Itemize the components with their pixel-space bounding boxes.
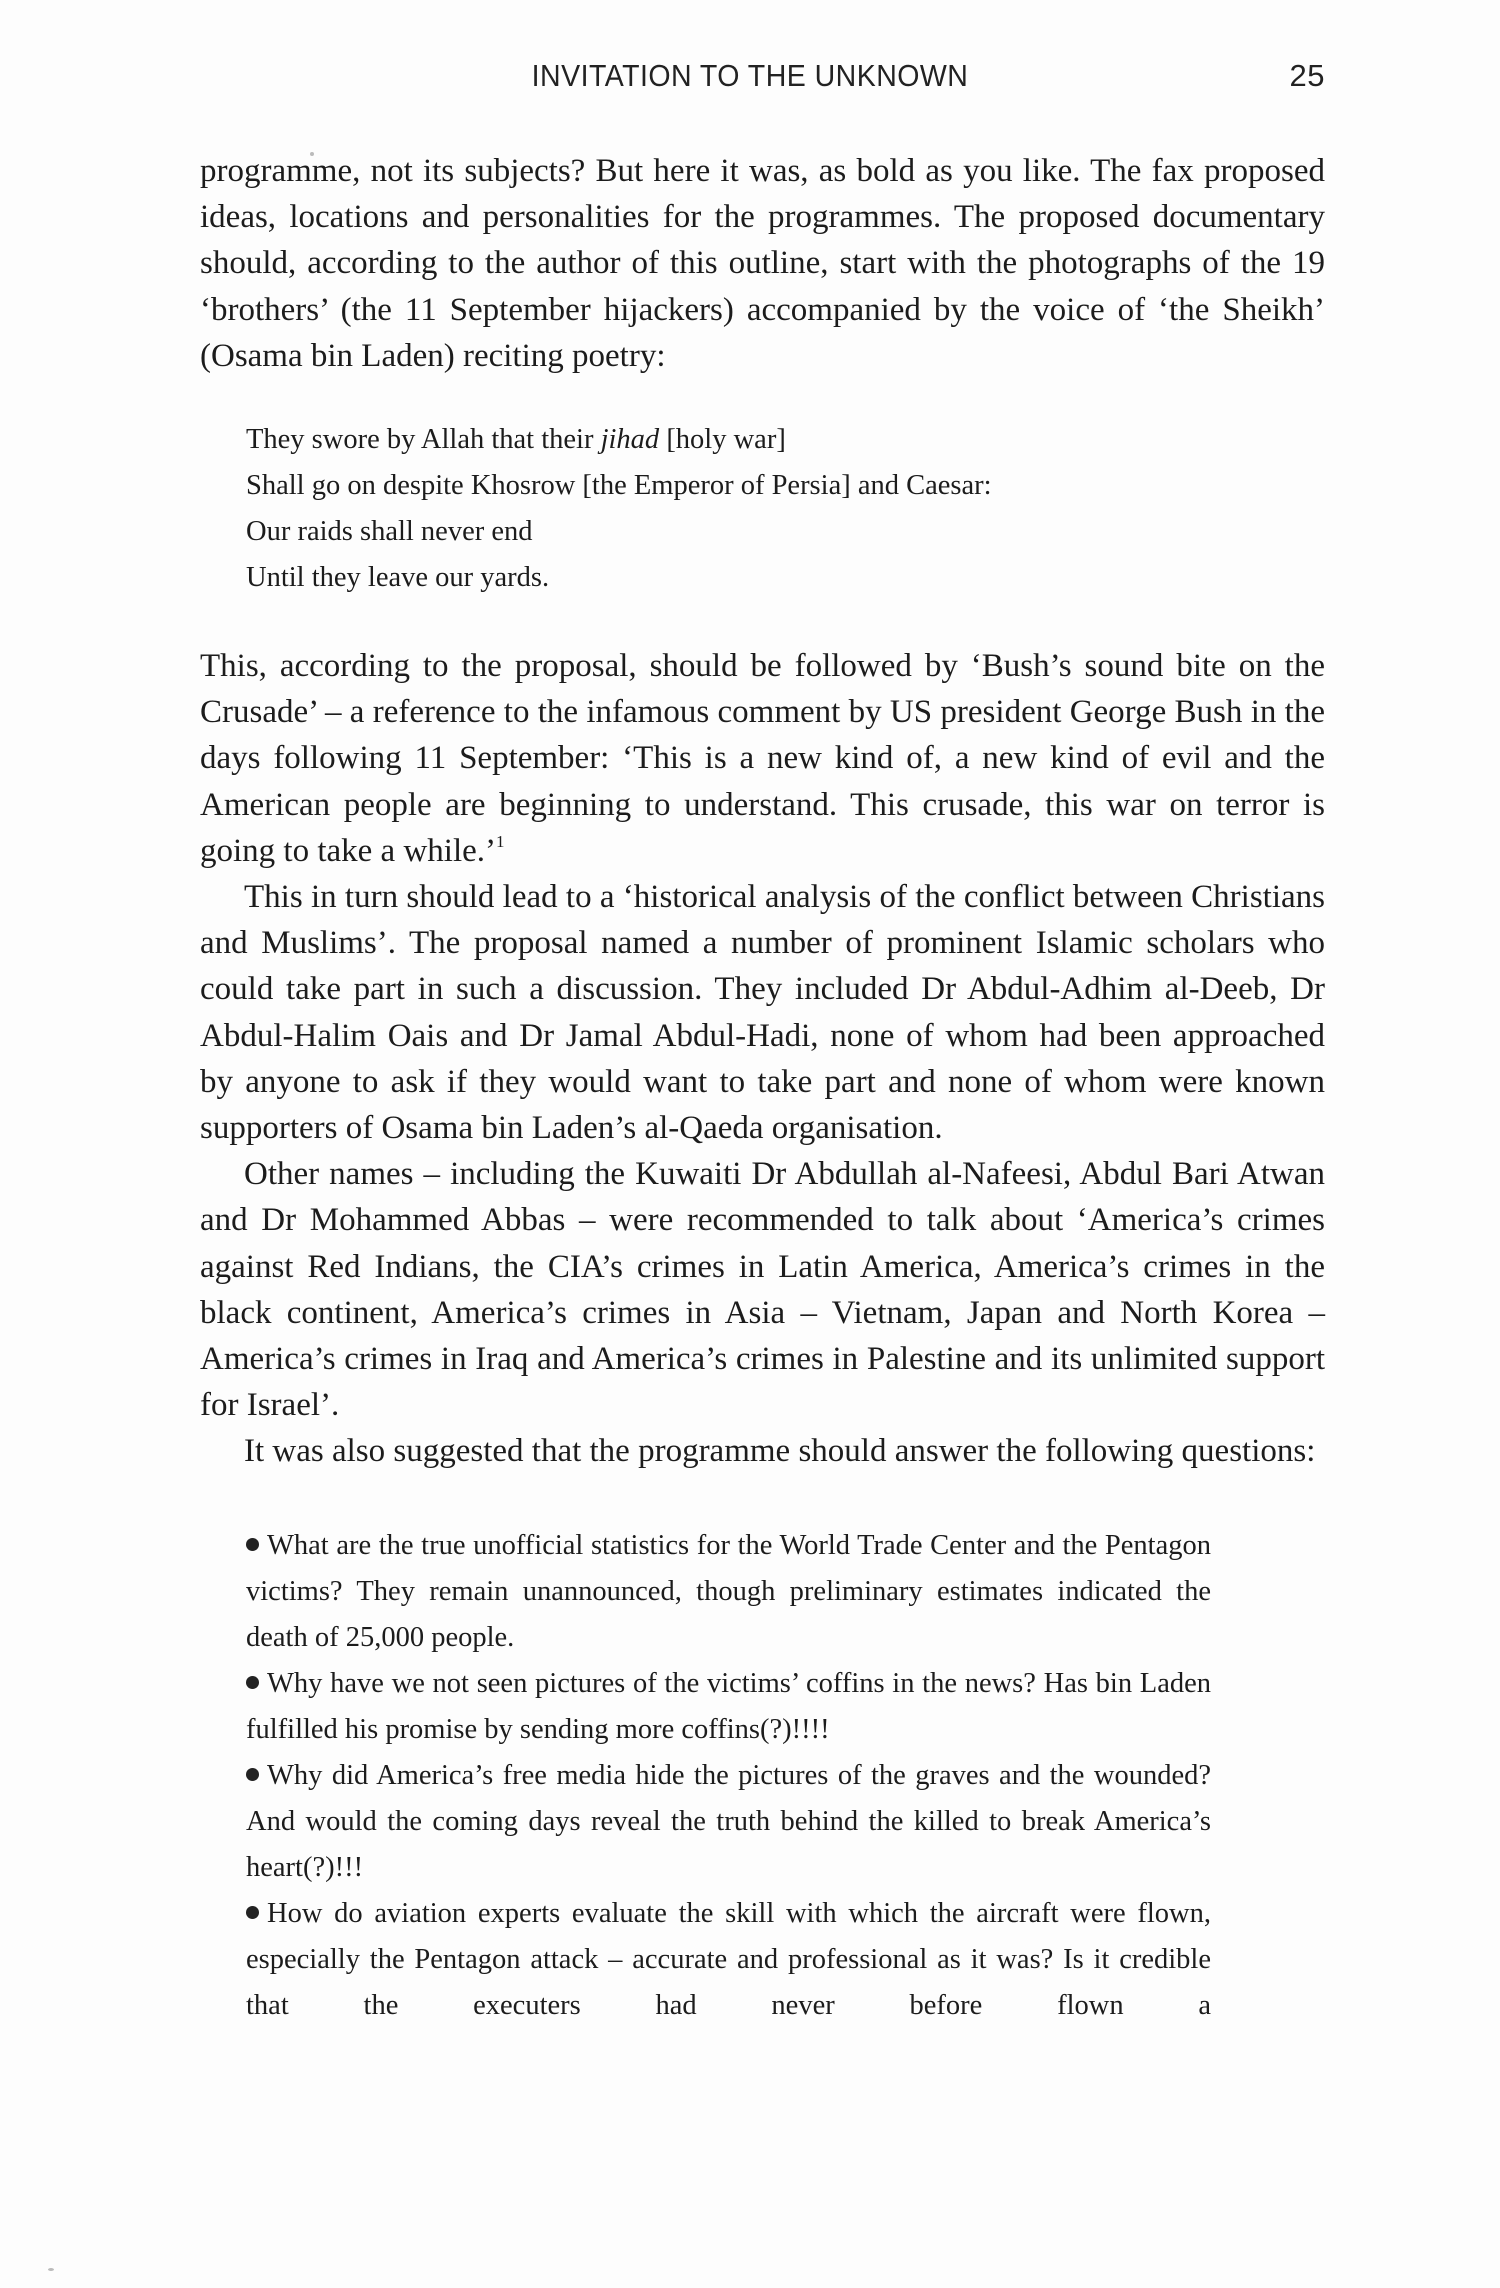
poem-italic-word: jihad xyxy=(600,424,660,456)
page-number: 25 xyxy=(1289,58,1325,93)
poem-text: They swore by Allah that their xyxy=(246,424,601,456)
list-item xyxy=(246,1891,1211,2029)
poem-text: [holy war] xyxy=(659,424,786,456)
bullet-icon xyxy=(246,1676,259,1689)
footnote-marker[interactable]: 1 xyxy=(496,831,505,851)
paragraph-1: programme, not its subjects? But here it was, as bold as you like. The fax proposed ideas, locations and personalities for the programmes. The proposed documentary should, according to the author of this outline, start with the photographs of the 19 ‘brothers’ (the 11 September hijackers) accompanied by the voice of ‘the Sheikh’ (Osama bin Laden) reciting poetry: xyxy=(200,153,1325,374)
paragraph-5: It was also suggested that the programme should answer the following questions: xyxy=(244,1433,1316,1470)
list-item xyxy=(246,1523,1211,1661)
running-title: INVITATION TO THE UNKNOWN xyxy=(531,58,969,93)
poem-line-1 xyxy=(246,417,1325,463)
bullet-icon xyxy=(246,1768,259,1781)
question-list xyxy=(246,1523,1211,2029)
scan-speck xyxy=(48,2268,54,2271)
list-item-text: Why did America’s free media hide the pictures of the graves and the wounded? And would the coming days reveal the truth behind the killed to break America’s heart(?)!!! xyxy=(246,1759,1211,1883)
poem-line-4: Until they leave our yards. xyxy=(246,562,550,594)
list-item-text: How do aviation experts evaluate the skill with which the aircraft were flown, especially the Pentagon attack – accurate and professional as it was? Is it credible that the executers had never before flown a xyxy=(246,1897,1211,2021)
running-header xyxy=(200,58,1325,102)
paragraph-3: This in turn should lead to a ‘historical analysis of the conflict between Christians and Muslims’. The proposal named a number of prominent Islamic scholars who could take part in such a discussion. They included Dr Abdul-Adhim al-Deeb, Dr Abdul-Halim Oais and Dr Jamal Abdul-Hadi, none of whom had been approached by anyone to ask if they would want to take part and none of whom were known supporters of Osama bin Laden’s al-Qaeda organisation. xyxy=(200,879,1325,1147)
poem-line-2: Shall go on despite Khosrow [the Emperor of Persia] and Caesar: xyxy=(246,470,992,502)
bullet-icon xyxy=(246,1538,259,1551)
list-item xyxy=(246,1661,1211,1753)
paragraph-2 xyxy=(200,643,1325,874)
body-text xyxy=(200,148,1325,2029)
poem-line-3: Our raids shall never end xyxy=(246,516,533,548)
list-item xyxy=(246,1753,1211,1891)
paragraph-2-text: This, according to the proposal, should be followed by ‘Bush’s sound bite on the Crusade’ – a reference to the infamous comment by US president George Bush in the days following 11 September: ‘This is a new kind of, a new kind of evil and the American people are beginning to understand. This crusade, this war on terror is going to take a while.’ xyxy=(200,648,1325,869)
poem-block xyxy=(246,417,1325,601)
list-item-text: What are the true unofficial statistics for the World Trade Center and the Pentagon victims? They remain unannounced, though preliminary estimates indicated the death of 25,000 people. xyxy=(246,1529,1211,1653)
list-item-text: Why have we not seen pictures of the victims’ coffins in the news? Has bin Laden fulfilled his promise by sending more coffins(?)!!!! xyxy=(246,1667,1211,1745)
paragraph-4: Other names – including the Kuwaiti Dr Abdullah al-Nafeesi, Abdul Bari Atwan and Dr Mohammed Abbas – were recommended to talk about ‘America’s crimes against Red Indians, the CIA’s crimes in Latin America, America’s crimes in the black continent, America’s crimes in Asia – Vietnam, Japan and North Korea – America’s crimes in Iraq and America’s crimes in Palestine and its unlimited support for Israel’. xyxy=(200,1156,1325,1424)
bullet-icon xyxy=(246,1906,259,1919)
